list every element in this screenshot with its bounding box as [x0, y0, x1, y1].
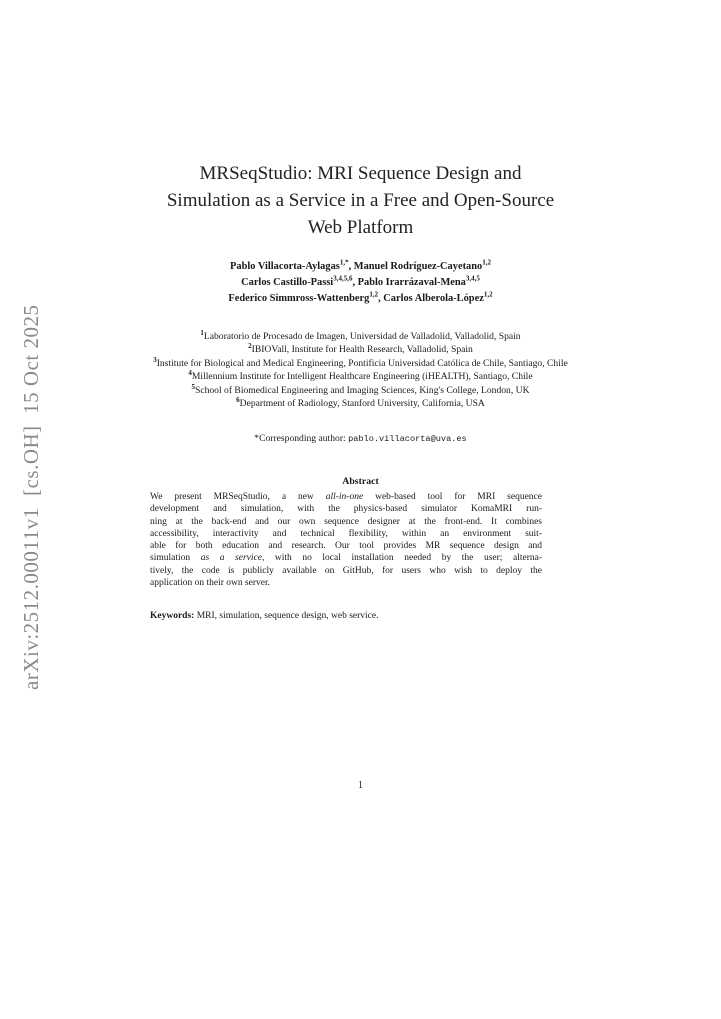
keywords-text: MRI, simulation, sequence design, web service.: [194, 611, 379, 621]
affiliation-text: Department of Radiology, Stanford University, California, USA: [239, 398, 485, 410]
author-affil-sup: 1,2: [483, 290, 493, 299]
affiliation-text: Institute for Biological and Medical Engineering, Pontificia Universidad Católica de Chile, Santiago, Chile: [156, 357, 568, 369]
author-name: Pablo Irarrázaval-Mena: [357, 277, 466, 288]
author-line: Pablo Villacorta-Aylagas$^{1,*}$, Manuel Rodríguez-Cayetano$^{1,2}$: [230, 258, 491, 272]
author-affil-sup: 3,4,5,6: [333, 274, 353, 283]
affiliation-number: 1: [200, 328, 204, 337]
affiliation-text: School of Biomedical Engineering and Imaging Sciences, King's College, London, UK: [194, 384, 530, 396]
abstract-body: [150, 491, 542, 589]
corresponding-label: *Corresponding author:: [254, 433, 349, 444]
affiliation-number: 2: [248, 342, 252, 351]
title-line: MRSeqStudio: MRI Sequence Design and: [199, 163, 522, 184]
abstract-text: simulation: [150, 553, 201, 564]
abstract-text: able for both education and research. Our tool provides MR sequence design and: [150, 541, 542, 552]
affiliation-text: Laboratorio de Procesado de Imagen, Universidad de Valladolid, Valladolid, Spain: [203, 331, 521, 342]
corresponding-email[interactable]: pablo.villacorta@uva.es: [348, 434, 467, 444]
affiliation-text: IBIOVall, Institute for Health Research, Valladolid, Spain: [251, 344, 473, 356]
abstract-line: [150, 503, 542, 515]
abstract-emphasis: all-in-one: [325, 492, 364, 502]
abstract-text: We present MRSeqStudio, a new: [150, 492, 326, 502]
affiliation-item: [0, 343, 721, 356]
keywords: [150, 611, 378, 621]
affiliation-item: [0, 330, 721, 343]
author-affil-sup: 1,*: [339, 258, 349, 267]
title-line: Simulation as a Service in a Free and Open-Source: [166, 190, 555, 211]
abstract-heading: Abstract: [342, 476, 379, 487]
author-affil-sup: 3,4,5: [465, 274, 480, 283]
author-name: Federico Simmross-Wattenberg: [228, 293, 370, 304]
affiliation-list: [0, 330, 721, 410]
author-list: [0, 259, 721, 307]
abstract-line: [150, 552, 542, 564]
affiliation-number: 3: [153, 355, 157, 364]
abstract-line: [150, 565, 542, 577]
abstract-text: application on their own server.: [150, 578, 271, 589]
paper-title: [0, 160, 721, 241]
affiliation-text: Millennium Institute for Intelligent Healthcare Engineering (iHEALTH), Santiago, Chile: [191, 371, 533, 383]
author-affil-sup: 1,2: [369, 290, 379, 299]
author-name: Carlos Castillo-Passi: [241, 277, 334, 288]
affiliation-number: 6: [236, 395, 240, 404]
author-line: Carlos Castillo-Passi$^{3,4,5,6}$, Pablo Irarrázaval-Mena$^{3,4,5}$: [241, 274, 480, 288]
keywords-label: Keywords:: [150, 611, 195, 621]
title-line: Web Platform: [307, 217, 414, 238]
abstract-line: [150, 516, 542, 528]
author-name: Manuel Rodríguez-Cayetano: [353, 261, 483, 272]
affiliation-item: [0, 370, 721, 383]
author-name: Carlos Alberola-López: [383, 293, 484, 304]
affiliation-number: 4: [188, 369, 192, 378]
affiliation-item: [0, 384, 721, 397]
abstract-text: web-based tool for MRI sequence: [363, 492, 542, 502]
abstract-text: ning at the back-end and our own sequence designer at the front-end. It combines: [150, 516, 542, 527]
corresponding-author: [0, 433, 721, 444]
author-name: Pablo Villacorta-Aylagas: [230, 261, 340, 272]
abstract-line: [150, 491, 542, 503]
abstract-line: [150, 577, 542, 589]
affiliation-number: 5: [191, 382, 195, 391]
arxiv-identifier: arXiv:2512.00011v1 [cs.OH] 15 Oct 2025: [19, 304, 43, 690]
affiliation-item: [0, 397, 721, 410]
affiliation-item: [0, 357, 721, 370]
page-number: 1: [358, 780, 363, 791]
abstract-text: , with no local installation needed by the user; alterna-: [261, 553, 542, 564]
abstract-text: tively, the code is publicly available on GitHub, for users who wish to deploy the: [150, 565, 542, 576]
abstract-text: accessibility, interactivity and technical flexibility, within an environment suit-: [150, 528, 542, 539]
abstract-emphasis: as a service: [200, 553, 262, 564]
abstract-text: development and simulation, with the physics-based simulator KomaMRI run-: [150, 504, 542, 515]
abstract-line: [150, 540, 542, 552]
author-line: Federico Simmross-Wattenberg$^{1,2}$, Carlos Alberola-López$^{1,2}$: [228, 290, 493, 304]
abstract-line: [150, 528, 542, 540]
author-affil-sup: 1,2: [482, 258, 491, 267]
